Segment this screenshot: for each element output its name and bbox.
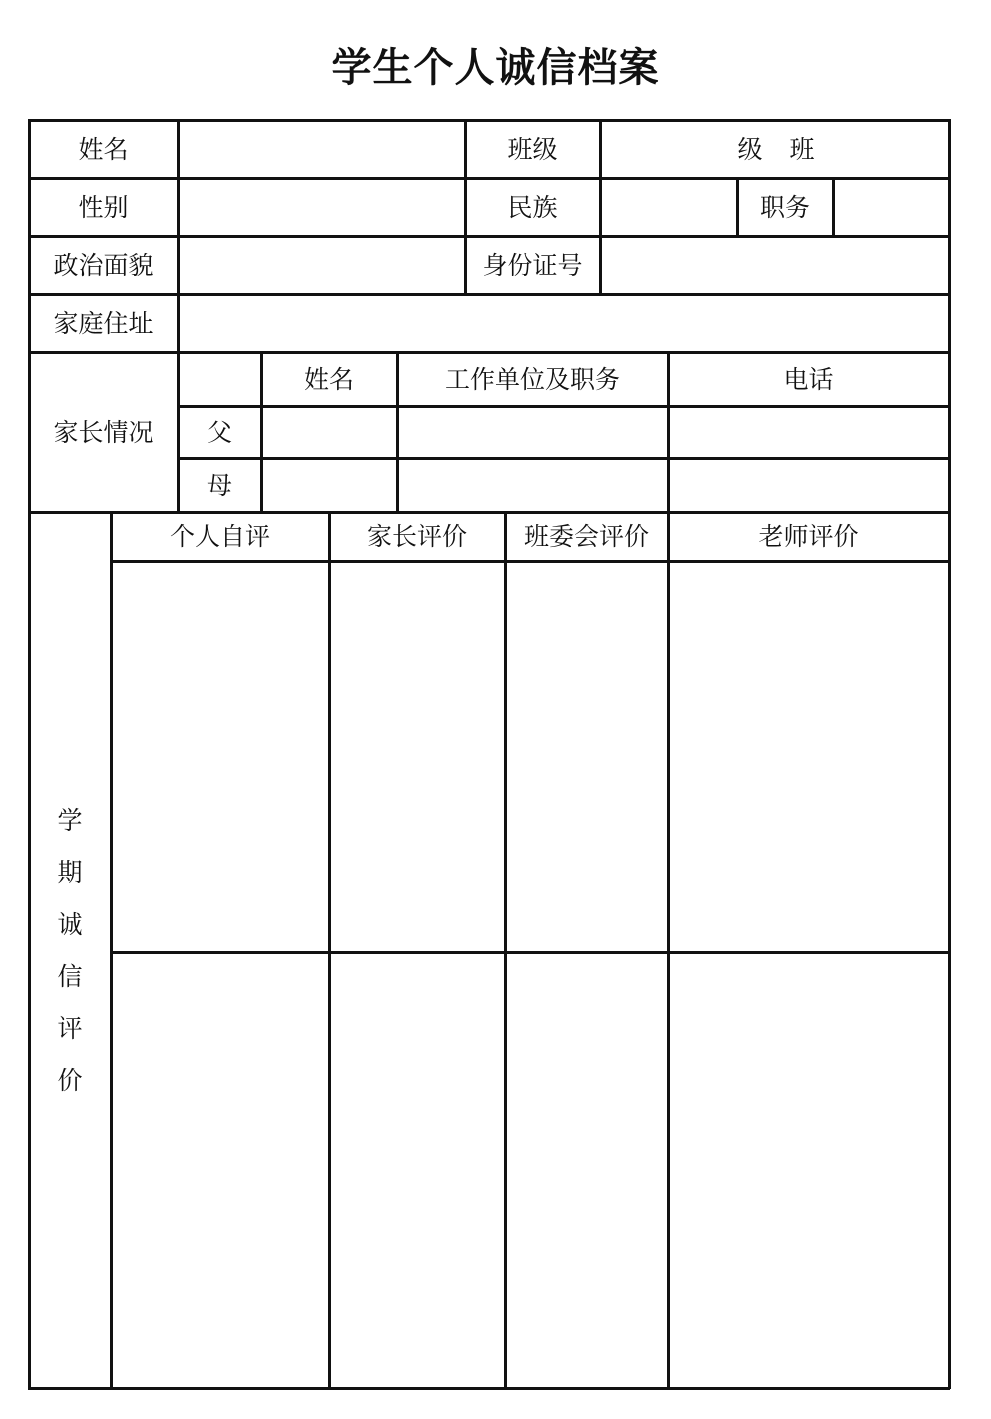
header-parent-evaluation: 家长评价 <box>366 522 467 551</box>
father-label: 父 <box>206 417 232 447</box>
name-field[interactable] <box>180 122 464 177</box>
parent-evaluation-field-2[interactable] <box>331 954 504 1387</box>
header-teacher-evaluation: 老师评价 <box>758 522 859 551</box>
semester-evaluation-char: 学 <box>57 806 83 835</box>
parents-header-phone: 电话 <box>783 364 834 394</box>
mother-name-field[interactable] <box>263 460 396 511</box>
political-status-field[interactable] <box>180 238 464 293</box>
teacher-evaluation-field-2[interactable] <box>670 954 948 1387</box>
class-committee-evaluation-field-1[interactable] <box>507 563 667 951</box>
political-status-label: 政治面貌 <box>53 250 154 280</box>
table-border-bottom <box>28 1387 950 1390</box>
header-self-evaluation: 个人自评 <box>169 522 270 551</box>
self-evaluation-field-1[interactable] <box>113 563 328 951</box>
semester-evaluation-char: 诚 <box>57 910 83 939</box>
id-number-label: 身份证号 <box>482 250 583 280</box>
page-title: 学生个人诚信档案 <box>331 45 660 91</box>
parents-header-name: 姓名 <box>303 364 354 394</box>
name-label: 姓名 <box>78 134 129 164</box>
father-workplace-field[interactable] <box>399 408 667 457</box>
mother-workplace-field[interactable] <box>399 460 667 511</box>
address-label: 家庭住址 <box>53 308 154 338</box>
mother-label: 母 <box>206 470 232 500</box>
teacher-evaluation-field-1[interactable] <box>670 563 948 951</box>
id-number-field[interactable] <box>602 238 948 293</box>
class-label: 班级 <box>507 134 558 164</box>
mother-phone-field[interactable] <box>670 460 948 511</box>
parents-header-workplace: 工作单位及职务 <box>444 364 620 394</box>
address-field[interactable] <box>180 296 948 351</box>
class-committee-evaluation-field-2[interactable] <box>507 954 667 1387</box>
gender-label: 性别 <box>78 192 129 222</box>
position-label: 职务 <box>759 192 810 222</box>
father-name-field[interactable] <box>263 408 396 457</box>
father-phone-field[interactable] <box>670 408 948 457</box>
grade-unit: 级 <box>737 134 763 164</box>
ethnicity-label: 民族 <box>507 192 558 222</box>
semester-evaluation-char: 评 <box>57 1014 83 1043</box>
self-evaluation-field-2[interactable] <box>113 954 328 1387</box>
semester-evaluation-char: 价 <box>57 1066 83 1095</box>
semester-evaluation-char: 期 <box>57 858 83 887</box>
parent-evaluation-field-1[interactable] <box>331 563 504 951</box>
class-field[interactable] <box>602 122 948 177</box>
table-border-right <box>948 119 951 1389</box>
parents-section-label: 家长情况 <box>53 417 154 447</box>
ethnicity-field[interactable] <box>602 180 736 235</box>
class-unit: 班 <box>789 134 815 164</box>
semester-evaluation-label <box>30 795 110 1107</box>
header-class-committee-evaluation: 班委会评价 <box>523 522 649 551</box>
position-field[interactable] <box>835 180 948 235</box>
semester-evaluation-char: 信 <box>57 962 83 991</box>
gender-field[interactable] <box>180 180 464 235</box>
